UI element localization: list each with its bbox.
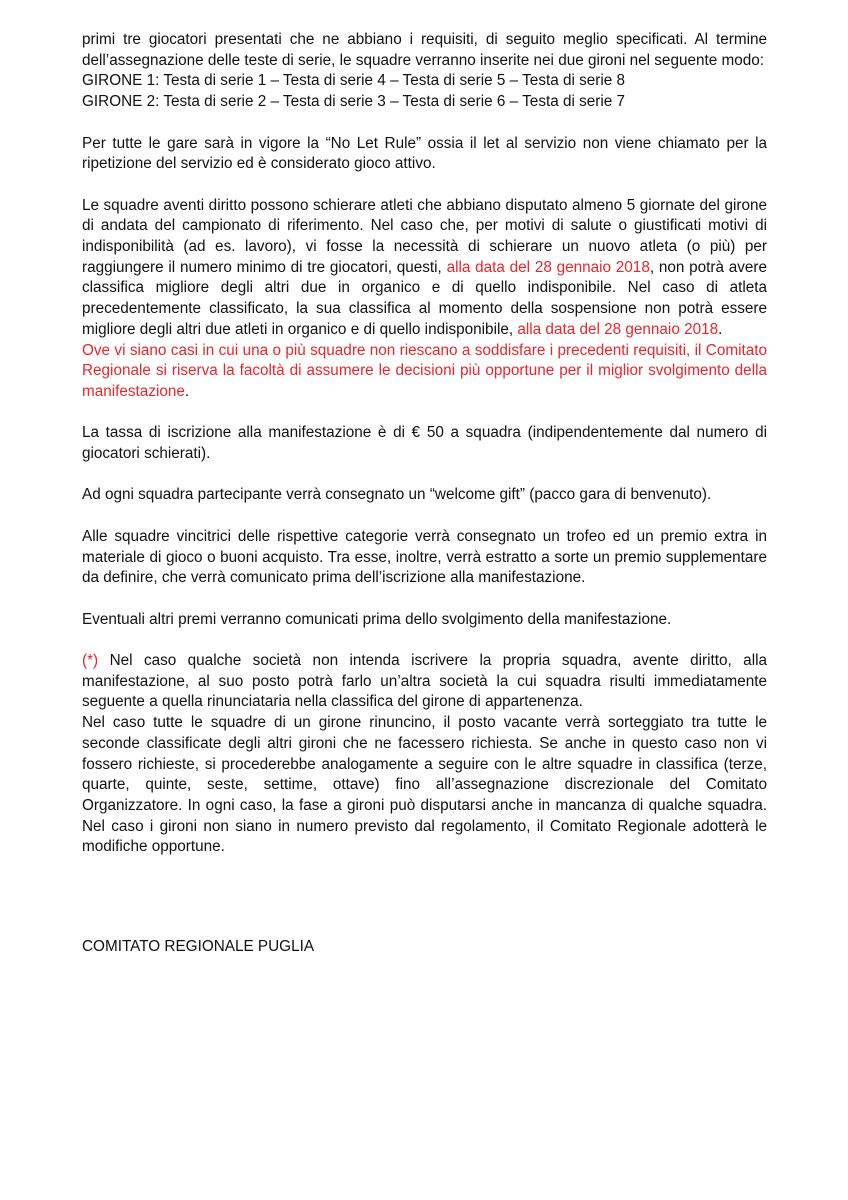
- paragraph-seeding: [82, 30, 767, 113]
- paragraph-other-prizes: Eventuali altri premi verranno comunicati prima dello svolgimento della manifestazione.: [82, 610, 672, 628]
- eligibility-text-e: .: [718, 320, 723, 338]
- date-highlight-1: alla data del 28 gennaio 2018: [446, 258, 650, 276]
- seeding-text: primi tre giocatori presentati che ne abbiano i requisiti, di seguito meglio specificati. Al termine dell’assegnazione delle teste di serie, le squadre verranno inserite nei due gironi nel seguente modo:: [82, 31, 767, 69]
- eligibility-warning: [82, 341, 767, 403]
- document-page: [82, 30, 767, 858]
- date-highlight-2: alla data del 28 gennaio 2018: [517, 320, 719, 338]
- warning-text: Ove vi siano casi in cui una o più squadre non riescano a soddisfare i precedenti requisiti, il Comitato Regionale si riserva la facoltà di assumere le decisioni più opportune per il miglior svolgimento della manifestazione: [82, 341, 767, 400]
- paragraph-welcome-gift: Ad ogni squadra partecipante verrà consegnato un “welcome gift” (pacco gara di benvenuto).: [82, 486, 712, 504]
- girone-1-line: GIRONE 1: Testa di serie 1 – Testa di serie 4 – Testa di serie 5 – Testa di serie 8: [82, 72, 626, 90]
- paragraph-fee: La tassa di iscrizione alla manifestazione è di € 50 a squadra (indipendentemente dal numero di giocatori schierati).: [82, 424, 767, 463]
- girone-2-line: GIRONE 2: Testa di serie 2 – Testa di serie 3 – Testa di serie 6 – Testa di serie 7: [82, 93, 626, 111]
- eligibility-text-c: , non potrà avere classifica migliore degli altri due in organico e di quello indisponibile. Nel caso di atleta precedentemente classificato, la sua classifica al momento della sospensione non potrà essere migliore degli altri due atleti in organico e di quello indisponibile,: [82, 258, 767, 338]
- paragraph-no-let-rule: Per tutte le gare sarà in vigore la “No Let Rule” ossia il let al servizio non viene chiamato per la ripetizione del servizio ed è considerato gioco attivo.: [82, 134, 767, 173]
- paragraph-eligibility: [82, 196, 767, 403]
- withdrawal-text-a: Nel caso qualche società non intenda iscrivere la propria squadra, avente diritto, alla manifestazione, al suo posto potrà farlo un’altra società la cui squadra risulti immediatamente seguente a quella rinunciataria nella classifica del girone di appartenenza.: [82, 651, 767, 711]
- warning-end: .: [184, 382, 190, 400]
- eligibility-text-a: Le squadre aventi diritto possono schierare atleti che abbiano disputato almeno 5 giornate del girone di andata del campionato di riferimento. Nel caso che, per motivi di salute o giustificati motivi di indisponibilità (ad es. lavoro), vi fosse la necessità di schierare un nuovo atleta (o più) per raggiungere il numero minimo di tre giocatori, questi,: [82, 196, 767, 276]
- asterisk-mark: (*): [82, 651, 99, 669]
- paragraph-prizes: Alle squadre vincitrici delle rispettive categorie verrà consegnato un trofeo ed un premio extra in materiale di gioco o buoni acquisto. Tra esse, inoltre, verrà estratto a sorte un premio supplementare da definire, che verrà comunicato prima dell’iscrizione alla manifestazione.: [82, 527, 767, 587]
- withdrawal-text-b: Nel caso tutte le squadre di un girone rinuncino, il posto vacante verrà sorteggiato tra tutte le seconde classificate degli altri gironi che ne facessero richiesta. Se anche in questo caso non vi fossero richieste, si procederebbe analogamente a seguire con le altre squadre in classifica (terze, quarte, quinte, seste, settime, ottave) fino all’assegnazione discrezionale del Comitato Organizzatore. In ogni caso, la fase a gironi può disputarsi anche in mancanza di qualche squadra. Nel caso i gironi non siano in numero previsto dal regolamento, il Comitato Regionale adotterà le modifiche opportune.: [82, 714, 767, 856]
- paragraph-withdrawal: [82, 651, 767, 858]
- signature-line: COMITATO REGIONALE PUGLIA: [82, 938, 315, 955]
